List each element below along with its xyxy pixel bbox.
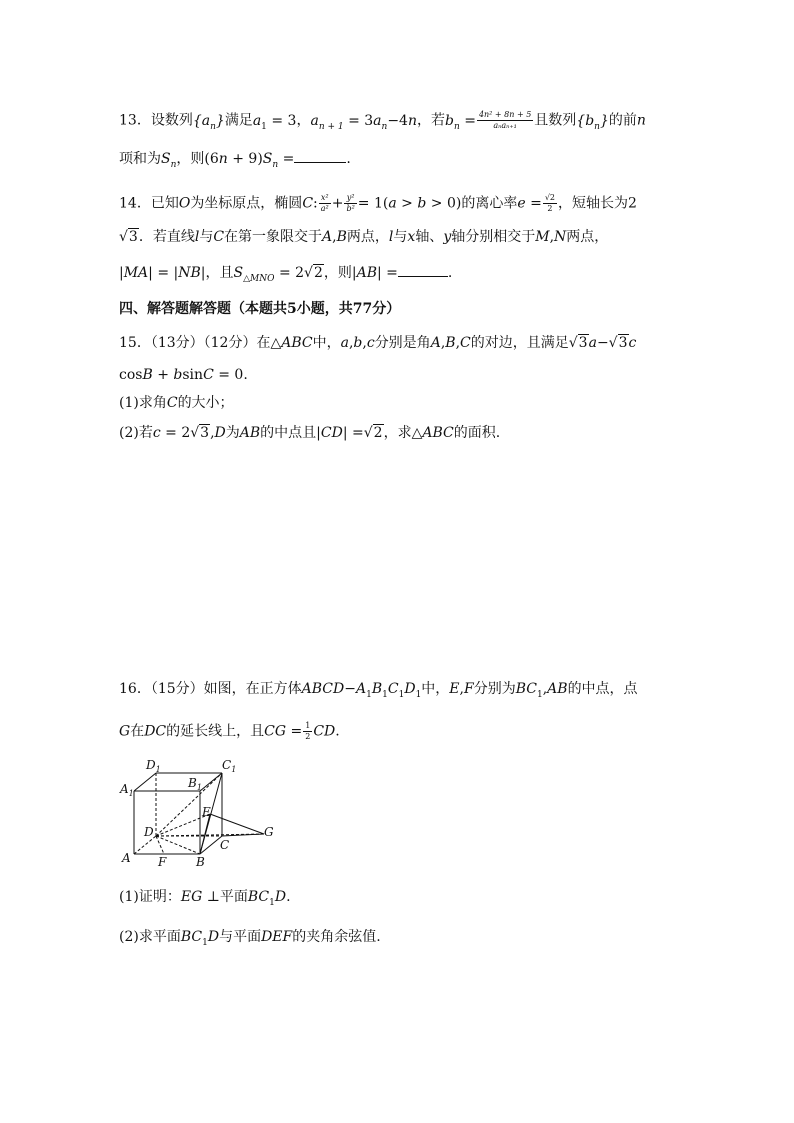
q16-line-1: 16．（15分）如图，在正方体$ABCD-A_1B_1C_1D_1$中，E,F分别为$BC_1,AB$的中点，点 <box>119 681 638 700</box>
q16-part-2: (2)求平面$BC_1D$与平面DEF的夹角余弦值. <box>119 929 381 948</box>
q15-text: 分别是角 <box>374 335 431 351</box>
q14-text: 轴、 <box>415 229 444 245</box>
q15-part-2: (2)若c = 2√3,D为AB的中点且|CD| =√2，求△ABC的面积. <box>119 425 501 441</box>
q15-line-2: cosB + bsinC = 0. <box>119 367 248 383</box>
q13-text: 满足 <box>224 112 253 129</box>
label-D: D <box>144 825 154 839</box>
q15-text: 中， <box>312 335 341 351</box>
q15-text: 的面积. <box>453 425 501 441</box>
label-C1: $C_1$ <box>222 758 237 774</box>
q14-line-2: √3．若直线l与C在第一象限交于A,B两点，l与x轴、y轴分别相交于M,N两点， <box>119 229 609 245</box>
q16-text: 的延长线上，且 <box>166 723 265 740</box>
label-E: E <box>202 805 211 819</box>
q16-text: 中， <box>421 681 450 697</box>
q16-number: 16．（15分）如图，在正方体 <box>119 681 302 697</box>
q16-part-1: (1)证明：EG ⊥平面$BC_1D$. <box>119 889 291 908</box>
label-G: G <box>264 825 274 839</box>
q15-line-1: 15．（13分）（12分）在△ABC中，a,b,c分别是角A,B,C的对边，且满足√3a−√3c <box>119 335 637 351</box>
label-C: C <box>220 838 230 852</box>
q13-text: . <box>346 151 351 167</box>
q15-number: 15．（13分）（12分）在 <box>119 335 271 351</box>
q16-text: . <box>286 889 291 905</box>
q15-text: 的对边，且满足 <box>470 335 569 351</box>
q14-text: 与 <box>199 229 214 245</box>
q14-text: 为坐标原点，椭圆 <box>190 195 303 212</box>
q15-text: 的中点且 <box>260 425 317 441</box>
q16-text: (2)求平面 <box>119 929 181 945</box>
label-B: B <box>196 855 205 869</box>
q14-text: ，且 <box>205 265 234 281</box>
q14-text: ，短轴长为2 <box>558 195 637 212</box>
label-F: F <box>158 855 167 869</box>
q16-text: 平面 <box>219 889 248 905</box>
q15-text: (2)若 <box>119 425 153 441</box>
q15-text: 为 <box>225 425 240 441</box>
q13-fraction <box>477 111 533 130</box>
q14-frac-y: $\frac{\text{y²}}{\text{b²}}$ <box>346 193 355 213</box>
q14-line-1: 14．已知O为坐标原点，椭圆C: $\frac{\text{x²}}{\text{a²}}$ + $\frac{\text{y²}}{\text{b²}}$ = 1(a > b > 0)的离心率e = $\frac{√2}{2}$ ，短轴长为2 <box>119 193 637 213</box>
q13-text: ，则 <box>176 151 205 167</box>
q14-text: 轴分别相交于 <box>451 229 536 245</box>
q14-sqrt3: √3 <box>119 229 138 245</box>
q16-text: 分别为 <box>473 681 516 697</box>
q15-part-1: (1)求角C的大小； <box>119 395 234 411</box>
cube-figure <box>116 756 286 872</box>
q14-text: 在第一象限交于 <box>224 229 323 245</box>
q16-frac-half: $\frac{1}{2}$ <box>305 721 311 741</box>
q15-text: (1)求角 <box>119 395 167 411</box>
q16-text: 的中点，点 <box>567 681 638 697</box>
q16-line-2: G在DC的延长线上，且CG = $\frac{1}{2}$ CD. <box>119 721 340 741</box>
q13-number: 13． <box>119 112 151 129</box>
q15-text: ，求 <box>383 425 412 441</box>
q14-number: 14． <box>119 195 151 212</box>
label-B1: $B_1$ <box>188 776 202 792</box>
q14-text: 已知 <box>150 195 179 212</box>
label-A: A <box>122 851 131 865</box>
q16-text: 在 <box>130 723 145 740</box>
q16-text: 与平面 <box>219 929 262 945</box>
q16-text: . <box>335 723 340 740</box>
label-D1: $D_1$ <box>146 758 161 774</box>
q13-line-2: 项和为$S_n$，则$(6n + 9)S_n$ = . <box>119 151 351 170</box>
q13-text: ，若 <box>416 112 445 129</box>
q14-text: ．若直线 <box>138 229 195 245</box>
q14-text: 与 <box>393 229 408 245</box>
q13-text: ， <box>296 112 311 129</box>
q14-frac-x: $\frac{\text{x²}}{\text{a²}}$ <box>320 193 329 213</box>
q13-text: 项和为 <box>119 151 161 167</box>
q14-text: ，则 <box>323 265 352 281</box>
q14-answer-blank[interactable] <box>398 276 448 277</box>
q13-frac-den: aₙaₙ₊₁ <box>477 120 533 130</box>
q13-answer-blank[interactable] <box>294 162 346 163</box>
q14-line-3: |MA| = |NB|，且$S_{\triangle MNO} = 2√2$，则|AB| = . <box>119 265 453 284</box>
q13-line-1: 13．设数列$\{a_n\}$满足$a_1 = 3$，$a_{n + 1} = 3a_n-4n$，若$b_n$ = $\frac{\text{4n² + 8n + 5}}{\text{aₙaₙ₊₁}}$ 且数列$\{b_n\}$的前n <box>119 110 646 132</box>
q13-text: 且数列 <box>534 112 577 129</box>
q14-text: 两点， <box>566 229 609 245</box>
q14-text: 两点， <box>346 229 389 245</box>
q13-text: 设数列 <box>150 112 193 129</box>
q13-frac-num: 4n² + 8n + 5 <box>478 110 532 119</box>
q13-text: 的前 <box>608 112 637 129</box>
section-4-heading: 四、解答题解答题（本题共5小题，共77分） <box>119 301 401 317</box>
label-A1: $A_1$ <box>120 782 134 798</box>
q14-text: 的离心率 <box>461 195 518 212</box>
q16-text: (1)证明： <box>119 889 181 905</box>
q14-frac-e: $\frac{√2}{2}$ <box>544 193 555 213</box>
q16-text: 的夹角余弦值. <box>292 929 381 945</box>
q14-text: . <box>447 265 453 281</box>
q15-text: 的大小； <box>177 395 234 411</box>
